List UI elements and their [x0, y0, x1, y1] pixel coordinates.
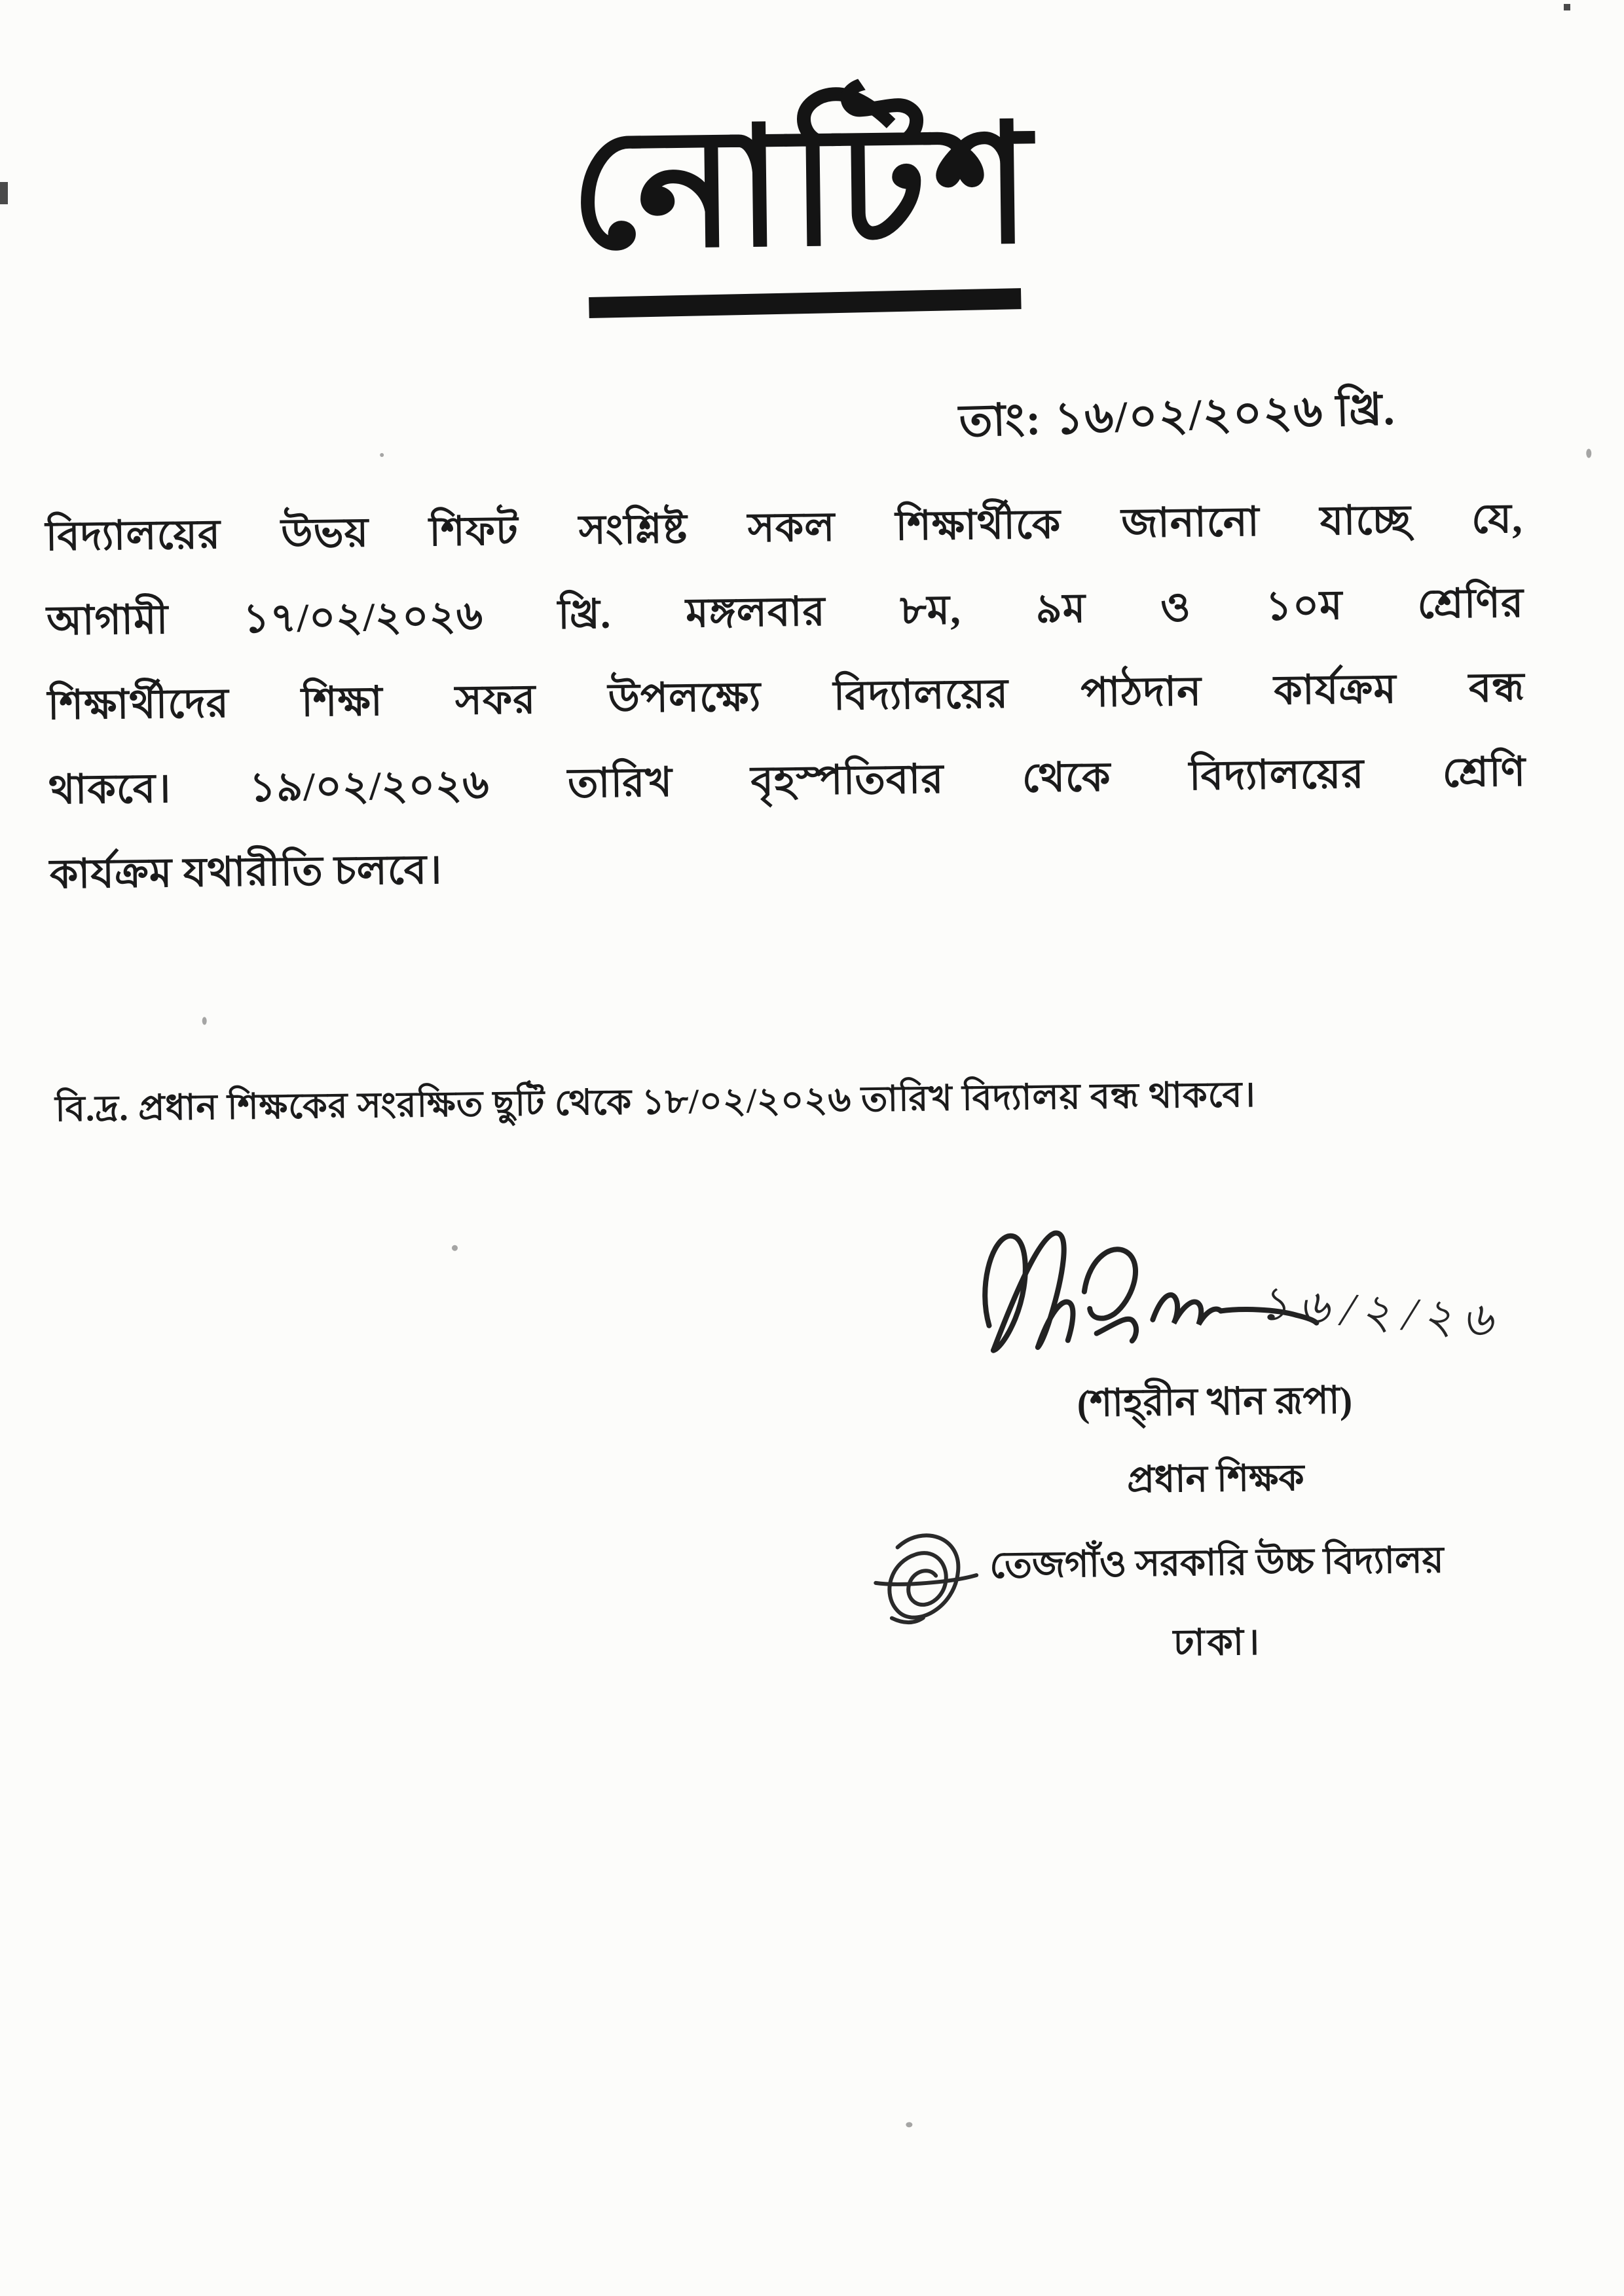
notice-date: তাং: ১৬/০২/২০২৬ খ্রি.	[958, 384, 1397, 446]
signature-row	[875, 1202, 1551, 1374]
body-line-2: আগামী ১৭/০২/২০২৬ খ্রি. মঙ্গলবার ৮ম, ৯ম ও ১০ম শ্রেণির	[46, 581, 1524, 644]
institution-name: তেজগাঁও সরকারি উচ্চ বিদ্যালয়	[989, 1540, 1444, 1586]
scan-speck	[906, 2122, 912, 2127]
body-line-5: কার্যক্রম যথারীতি চলবে।	[49, 847, 443, 898]
scan-speck	[380, 453, 384, 457]
scan-edge-mark	[1564, 4, 1570, 10]
institution-row	[879, 1530, 1554, 1600]
body-line-4: থাকবে। ১৯/০২/২০২৬ তারিখ বৃহস্পতিবার থেকে বিদ্যালয়ের শ্রেণি	[48, 750, 1526, 813]
body-line-3: শিক্ষার্থীদের শিক্ষা সফর উপলক্ষ্যে বিদ্যালয়ের পাঠদান কার্যক্রম বন্ধ	[47, 665, 1526, 729]
scan-speck	[202, 1017, 207, 1025]
notice-note: বি.দ্র. প্রধান শিক্ষকের সংরক্ষিত ছুটি থেকে ১৮/০২/২০২৬ তারিখ বিদ্যালয় বন্ধ থাকবে।	[54, 1074, 1257, 1129]
title-block	[0, 75, 1617, 323]
handwritten-date: ১৬/২/২৬	[1256, 1277, 1513, 1347]
body-line-1: বিদ্যালয়ের উভয় শিফট সংশ্লিষ্ট সকল শিক্ষার্থীকে জানানো যাচ্ছে যে,	[45, 496, 1523, 560]
scribble-mark	[871, 1519, 984, 1631]
signatory-designation: প্রধান শিক্ষক	[1126, 1457, 1305, 1501]
scan-speck	[1586, 448, 1591, 458]
scan-speck	[452, 1245, 458, 1251]
notice-body	[45, 477, 1528, 918]
signatory-name: (শাহ্‌রীন খান রূপা)	[1077, 1378, 1353, 1425]
institution-location: ঢাকা।	[1173, 1622, 1263, 1664]
page-title: নোটিশ	[568, 93, 1039, 283]
signature-block	[875, 1202, 1555, 1680]
scan-edge-mark	[0, 182, 8, 204]
